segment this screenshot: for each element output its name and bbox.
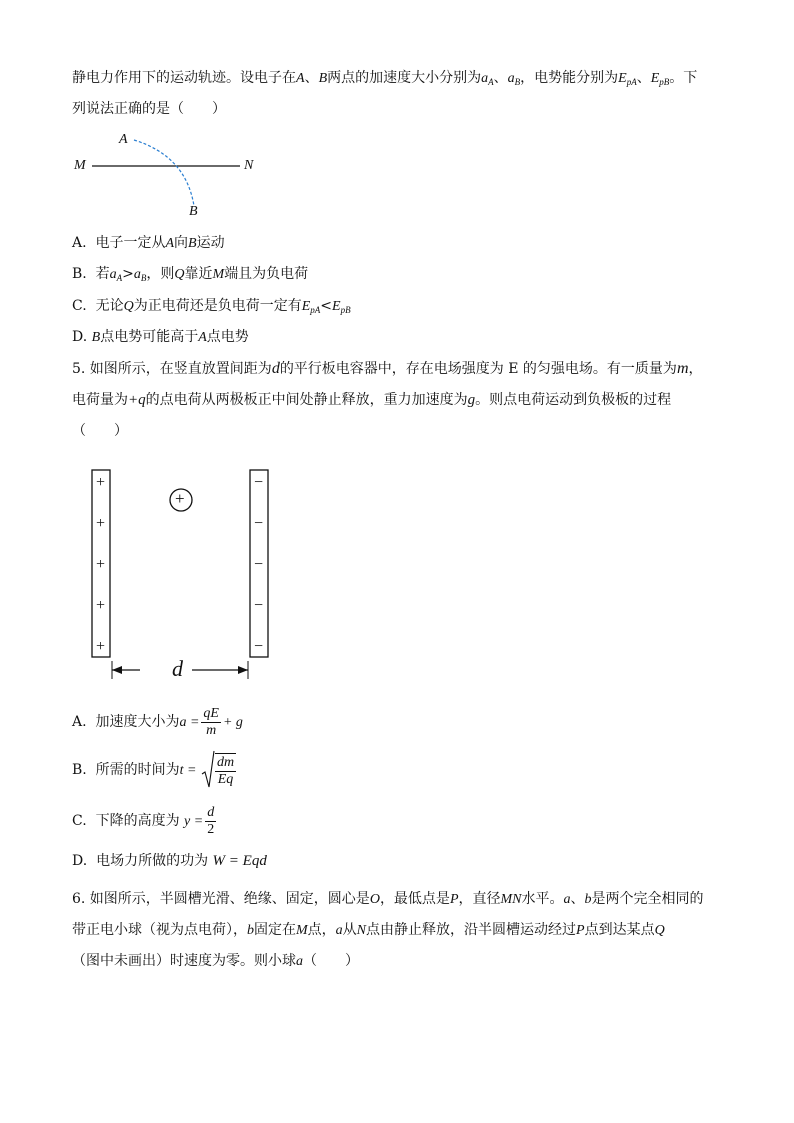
text: 水平。 — [521, 891, 564, 907]
formula-tail: + g — [222, 715, 243, 730]
trajectory-curve — [134, 140, 194, 206]
text: ，电势能分别为 — [520, 70, 619, 86]
fraction — [215, 753, 236, 788]
option-prefix: C. — [72, 298, 87, 314]
distance-label: d — [172, 656, 183, 681]
var: Q — [123, 299, 134, 314]
var: E — [301, 299, 311, 314]
text: 无论 — [95, 298, 124, 314]
option-prefix: D. — [72, 853, 88, 869]
numerator: dm — [216, 754, 235, 770]
text: 5. 如图所示，在竖直放置间距为 — [72, 361, 272, 377]
text: 带正电小球（视为点电荷）， — [72, 922, 247, 938]
var: E — [332, 299, 341, 314]
var: M — [296, 923, 308, 938]
var: g — [467, 392, 476, 408]
q4-option-d — [72, 327, 249, 348]
text: 点电势可能高于 — [100, 329, 199, 345]
q6-stem-line2 — [72, 920, 665, 941]
formula-lhs: a = — [179, 715, 200, 730]
formula: W = Eqd — [212, 853, 267, 869]
subscript: B — [514, 77, 521, 87]
text: 为正电荷还是负电荷一定有 — [133, 298, 302, 314]
var: O — [369, 892, 380, 907]
trajectory-svg — [70, 128, 270, 223]
plus-sign: + — [96, 556, 106, 573]
var: B — [318, 71, 328, 86]
text: 、 — [570, 891, 585, 907]
var: m — [676, 360, 689, 377]
charge-plus: + — [175, 489, 185, 508]
denominator: m — [206, 722, 217, 738]
q4-option-a — [72, 233, 225, 254]
var: E — [650, 71, 660, 86]
plus-sign: + — [96, 638, 106, 655]
label-m: M — [74, 158, 86, 173]
var: E — [618, 71, 627, 86]
q4-option-b — [72, 264, 308, 288]
var: a — [296, 954, 303, 969]
minus-sign: − — [254, 515, 264, 532]
text: 、 — [304, 70, 319, 86]
var: B — [91, 330, 101, 345]
text: 电场力所做的功为 — [96, 853, 209, 869]
text: 所需的时间为 — [95, 762, 180, 778]
q5-figure-capacitor — [88, 465, 288, 685]
text: 、 — [636, 70, 651, 86]
q6-stem-line3 — [72, 951, 359, 972]
option-prefix: C. — [72, 813, 87, 829]
subscript: B — [140, 273, 147, 283]
text: 电荷量为 — [72, 392, 128, 408]
q5-stem-line1 — [72, 359, 703, 379]
var: A — [296, 71, 305, 86]
fraction — [201, 706, 221, 739]
arrow-left — [112, 666, 122, 674]
var: a — [133, 267, 141, 282]
text: 点， — [307, 922, 336, 938]
denominator: Eq — [217, 771, 234, 787]
var: +q — [128, 392, 146, 408]
q5-stem-line2 — [72, 390, 671, 410]
arrow-right — [238, 666, 248, 674]
plus-sign: + — [96, 474, 106, 491]
option-prefix: B. — [72, 266, 87, 282]
text: 加速度大小为 — [95, 714, 180, 730]
q4-option-c — [72, 296, 351, 320]
q5-stem-line3: （ ） — [72, 423, 128, 439]
fraction — [205, 805, 216, 838]
subscript: pA — [310, 305, 321, 315]
text: 运动 — [196, 235, 225, 251]
text: 点由静止释放，沿半圆槽运动经过 — [366, 922, 577, 938]
formula-lhs: t = — [179, 763, 197, 778]
sqrt — [201, 750, 236, 790]
minus-sign: − — [254, 597, 264, 614]
label-b: B — [189, 204, 198, 219]
text: 下降的高度为 — [95, 813, 180, 829]
text: ，直径 — [458, 891, 501, 907]
label-a: A — [119, 132, 128, 147]
subscript: A — [488, 77, 494, 87]
var: P — [449, 892, 459, 907]
q6-stem-line1 — [72, 889, 704, 910]
minus-sign: − — [254, 556, 264, 573]
option-prefix: D. — [72, 329, 88, 345]
var: a — [481, 71, 489, 86]
q5-option-b — [72, 750, 236, 791]
plus-sign: + — [96, 515, 106, 532]
text: 静电力作用下的运动轨迹。设电子在 — [72, 70, 296, 86]
text: ，则 — [146, 266, 175, 282]
option-prefix: A. — [72, 235, 87, 251]
label-n: N — [244, 158, 254, 173]
text: 。下 — [669, 70, 698, 86]
var: d — [271, 360, 280, 377]
text: ， — [688, 361, 703, 377]
option-prefix: A. — [72, 714, 87, 730]
text: 、 — [493, 70, 508, 86]
minus-sign: − — [254, 474, 264, 491]
var: A — [165, 236, 175, 251]
text: 的平行板电容器中，存在电场强度为 E 的匀强电场。有一质量为 — [279, 361, 677, 377]
var: B — [188, 236, 197, 251]
denominator: 2 — [207, 821, 215, 837]
plus-sign: + — [96, 597, 106, 614]
text: 6. 如图所示，半圆槽光滑、绝缘、固定，圆心是 — [72, 891, 370, 907]
var: Q — [654, 923, 665, 938]
var: A — [198, 330, 207, 345]
formula-lhs: y = — [184, 814, 204, 829]
text: 电子一定从 — [95, 235, 166, 251]
var: MN — [500, 892, 522, 907]
var: a — [335, 923, 343, 938]
numerator: d — [207, 804, 215, 820]
text: < — [320, 298, 332, 314]
var: P — [576, 923, 585, 938]
q5-option-c — [72, 803, 218, 840]
text: 固定在 — [254, 922, 296, 938]
text: 点电势 — [206, 329, 249, 345]
var: b — [584, 892, 592, 907]
subscript: pB — [659, 77, 670, 87]
q5-option-d — [72, 851, 267, 871]
text: 从 — [342, 922, 357, 938]
text: > — [122, 266, 134, 282]
text: 点到达某点 — [584, 922, 655, 938]
text: 若 — [95, 266, 110, 282]
var: a — [507, 71, 515, 86]
option-prefix: B. — [72, 762, 87, 778]
var: N — [356, 923, 367, 938]
text: 靠近 — [184, 266, 213, 282]
q4-stem-line2: 列说法正确的是（ ） — [72, 101, 226, 117]
subscript: pA — [626, 77, 637, 87]
var: M — [212, 267, 225, 282]
q4-figure-trajectory — [70, 128, 270, 223]
var: b — [247, 923, 254, 938]
text: ，最低点是 — [379, 891, 450, 907]
text: 两点的加速度大小分别为 — [327, 70, 482, 86]
var: Q — [174, 267, 185, 282]
var: a — [109, 267, 117, 282]
text: 向 — [174, 235, 189, 251]
minus-sign: − — [254, 638, 264, 655]
subscript: A — [116, 273, 123, 283]
var: a — [563, 892, 571, 907]
text: 端且为负电荷 — [224, 266, 309, 282]
subscript: pB — [340, 305, 351, 315]
q4-stem-line1 — [72, 68, 697, 92]
numerator: qE — [203, 705, 219, 721]
text: （图中未画出）时速度为零。则小球 — [72, 953, 296, 969]
q5-option-a — [72, 704, 243, 741]
text: 的点电荷从两极板正中间处静止释放，重力加速度为 — [145, 392, 468, 408]
text: 。则点电荷运动到负极板的过程 — [475, 392, 672, 408]
text: （ ） — [303, 953, 359, 969]
text: 是两个完全相同的 — [591, 891, 704, 907]
sqrt-sign — [201, 750, 215, 790]
